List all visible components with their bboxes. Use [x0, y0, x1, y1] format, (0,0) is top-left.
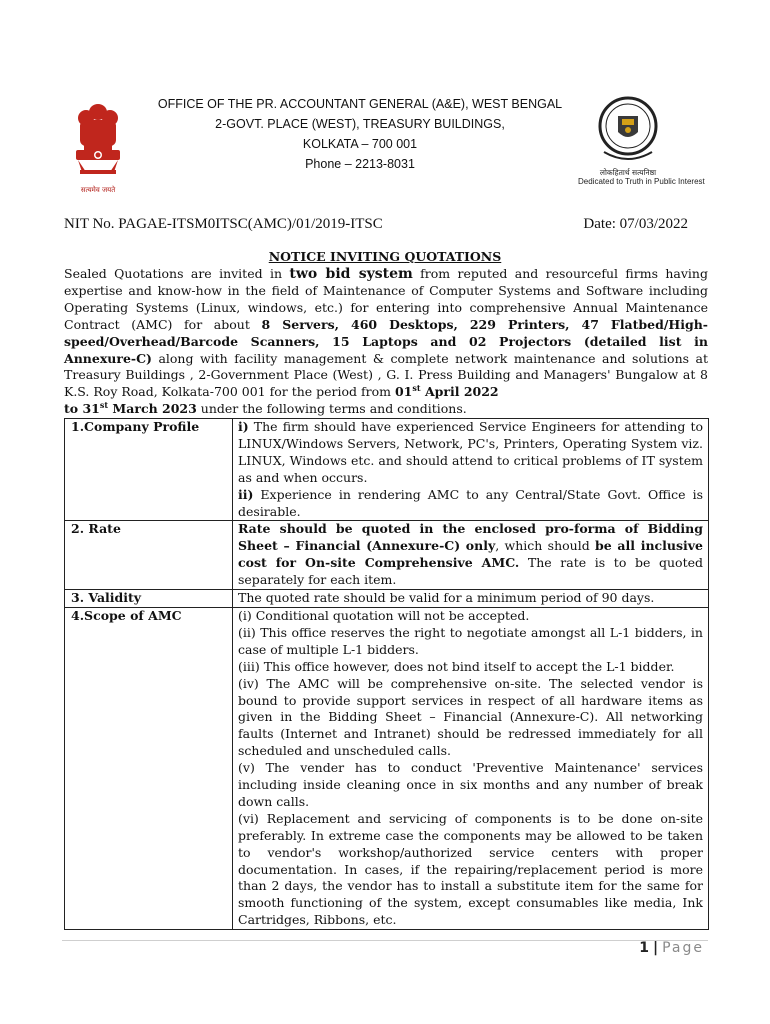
- terms-table: [64, 418, 709, 930]
- term-text: The quoted rate should be valid for a minimum period of 90 days.: [233, 590, 709, 608]
- scope-item: (v) The vender has to conduct 'Preventive Maintenance' services including inside cleaning once in six months and any number of break down calls.: [238, 760, 703, 809]
- term-text: i) The firm should have experienced Service Engineers for attending to LINUX/Windows Servers, Network, PC's, Printers, Operating System viz. LINUX, Windows etc. and should attend to critical problems of IT system as and when occurs. ii) Experience in rendering AMC to any Central/State Govt. Office is desirable.: [233, 419, 709, 521]
- cag-seal-icon: [596, 92, 660, 168]
- footer-divider: [62, 940, 708, 941]
- period-end: to 31st March 2023: [64, 400, 197, 417]
- table-row: [65, 521, 709, 590]
- term-label: 2. Rate: [65, 521, 233, 590]
- scope-item: (i) Conditional quotation will not be accepted.: [238, 607, 530, 623]
- cag-seal: [578, 92, 705, 192]
- page-footer: [639, 940, 704, 956]
- seal-hindi-motto: लोकहितार्थ सत्यनिष्ठा: [599, 168, 657, 177]
- office-phone: Phone – 2213-8031: [305, 157, 415, 171]
- nit-date: Date: 07/03/2022: [583, 216, 688, 232]
- intro-text: along with facility management & complete network maintenance and solutions at Treasury Buildings , 2-Government Place (West) , G. I. Press Building and Managers' Bungalow at 8 K.S. Roy Road, Kolkata-700 001 for the period from: [64, 350, 708, 400]
- page-number: 1: [639, 940, 649, 956]
- intro-text: from reputed and resourceful firms having expertise and know-how in the field of Maintenance of Computer Systems and Software including Operating Systems (Linux, windows, etc.) for entering into comprehensive Annual Maintenance Contract (AMC) for about: [64, 266, 708, 332]
- office-name: OFFICE OF THE PR. ACCOUNTANT GENERAL (A&E), WEST BENGAL: [157, 97, 563, 111]
- term-label: 1.Company Profile: [65, 419, 233, 521]
- scope-item: (iv) The AMC will be comprehensive on-site. The selected vendor is bound to provide support services in respect of all hardware items as given in the Bidding Sheet – Financial (Annexure-C). All networking faults (Internet and Intranet) should be redressed immediately for all scheduled and unscheduled calls.: [238, 675, 703, 759]
- intro-text: under the following terms and conditions.: [196, 401, 467, 417]
- office-letterhead: [130, 94, 590, 174]
- scope-item: (ii) This office reserves the right to negotiate amongst all L-1 bidders, in case of multiple L-1 bidders.: [238, 624, 703, 657]
- table-row: [65, 590, 709, 608]
- lion-capital-emblem-icon: [66, 100, 130, 184]
- intro-equipment-list: 8 Servers, 460 Desktops, 229 Printers, 47 Flatbed/High-speed/Overhead/Barcode Scanners, 15 Laptops and 02 Projectors (detailed list in Annexure-C): [64, 316, 708, 366]
- office-city: KOLKATA – 700 001: [302, 137, 418, 151]
- page-separator: |: [652, 940, 659, 956]
- nit-number: NIT No. PAGAE-ITSM0ITSC(AMC)/01/2019-ITSC: [64, 216, 383, 232]
- table-row: [65, 419, 709, 521]
- term-text: [233, 607, 709, 929]
- notice-title: NOTICE INVITING QUOTATIONS: [268, 249, 502, 264]
- table-row: [65, 607, 709, 929]
- intro-text: Sealed Quotations are invited in: [64, 266, 290, 281]
- state-emblem: [66, 100, 130, 198]
- scope-item: (iii) This office however, does not bind itself to accept the L-1 bidder.: [238, 658, 675, 674]
- term-text: Rate should be quoted in the enclosed pro-forma of Bidding Sheet – Financial (Annexure-C) only, which should be all inclusive cost for On-site Comprehensive AMC. The rate is to be quoted separately for each item.: [233, 521, 709, 590]
- term-label: 4.Scope of AMC: [65, 607, 233, 929]
- period-start: 01st April 2022: [394, 383, 499, 400]
- scope-item: (vi) Replacement and servicing of components is to be done on-site preferably. In extreme case the components may be allowed to be taken to vendor's workshop/authorized service centers with proper documentation. In cases, if the repairing/replacement period is more than 2 days, the vendor has to install a substitute item for the same for smooth functioning of the system, except consumables like media, Ink Cartridges, Ribbons, etc.: [238, 810, 703, 928]
- page-label: Page: [662, 940, 704, 956]
- seal-english-motto: Dedicated to Truth in Public Interest: [578, 177, 705, 186]
- emblem-motto: सत्यमेव जयते: [80, 186, 116, 194]
- term-label: 3. Validity: [65, 590, 233, 608]
- office-address-line: 2-GOVT. PLACE (WEST), TREASURY BUILDINGS,: [215, 117, 505, 131]
- intro-paragraph: [64, 266, 708, 418]
- intro-bid-system: two bid system: [289, 266, 413, 282]
